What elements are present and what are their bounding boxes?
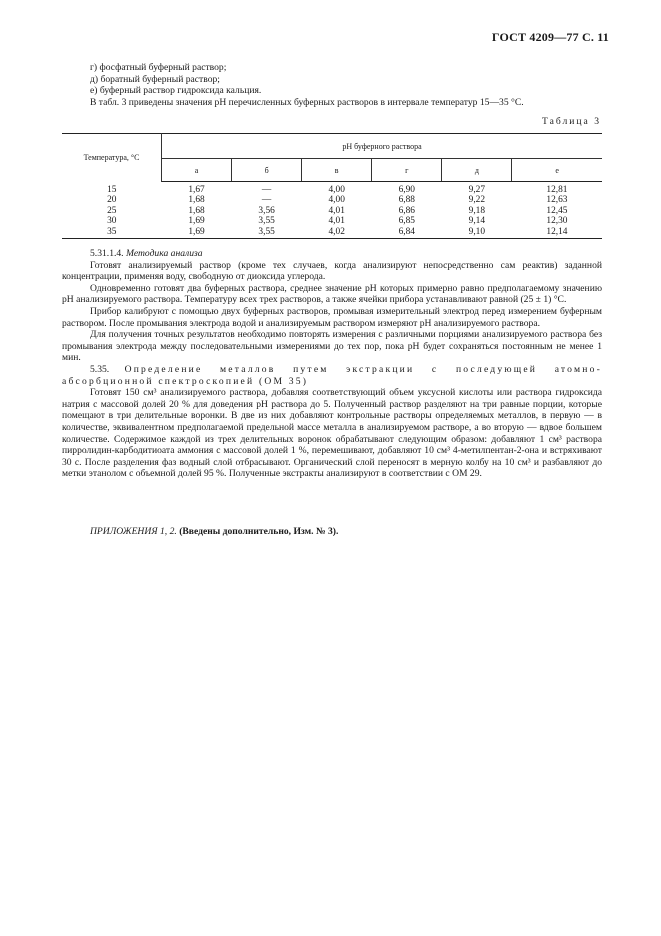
table-cell: 9,22 — [468, 195, 486, 206]
table-cell: 6,85 — [398, 216, 415, 227]
column-header: е — [512, 159, 602, 182]
appendix-label: ПРИЛОЖЕНИЯ 1, 2. — [90, 526, 180, 537]
table-cell: 12,63 — [546, 195, 568, 206]
table-cell: 4,01 — [328, 216, 345, 227]
paragraph: Для получения точных результатов необходимо повторять измерения с различными порциями анализируемого раствора без промывания электрода между последовательными измерениями до тех пор, пока рН будет сохраняться постоянным не менее 1 мин. — [62, 329, 602, 364]
table-row — [62, 227, 602, 239]
table-row — [62, 216, 602, 226]
table-cell: 3,56 — [258, 205, 275, 216]
section-title: Определение металлов путем экстракции с последующей атомно-абсорбционной спектроскопией (ОМ 35) — [62, 363, 602, 387]
table-cell: 1,69 — [188, 216, 205, 227]
table-cell: 3,55 — [232, 227, 302, 239]
column-header: в — [302, 159, 372, 182]
table-row — [62, 182, 602, 196]
list-item: г) фосфатный буферный раствор; — [90, 62, 227, 73]
table-cell: 12,45 — [546, 205, 568, 216]
ph-table — [62, 133, 602, 239]
table-row — [62, 206, 602, 216]
table-cell: 4,00 — [328, 185, 345, 195]
buffer-list — [62, 62, 602, 108]
amendment-note: (Введены дополнительно, Изм. № 3). — [179, 526, 339, 537]
table-cell: 12,30 — [546, 216, 568, 227]
table-cell: 6,86 — [398, 205, 415, 216]
column-header: а — [162, 159, 232, 182]
section-heading — [62, 248, 602, 260]
table-cell: 25 — [107, 205, 117, 216]
table-cell: 12,14 — [512, 227, 602, 239]
table-cell: 9,18 — [468, 205, 486, 216]
paragraph: Готовят анализируемый раствор (кроме тех случаев, когда анализируют непосредственно сам реактив) заданной концентрации, применяя воду, свободную от диоксида углерода. — [62, 259, 602, 283]
table-cell: — — [261, 195, 272, 206]
table-cell: 3,55 — [258, 216, 275, 227]
table-cell: 9,14 — [468, 216, 486, 227]
list-item: е) буферный раствор гидроксида кальция. — [90, 85, 262, 97]
section-number: 5.35. — [90, 363, 110, 375]
table-cell: 4,01 — [328, 205, 345, 216]
intro-paragraph: В табл. 3 приведены значения рН перечисленных буферных растворов в интервале температур 15—35 °С. — [90, 96, 524, 108]
temperature-header: Температура, °С — [62, 134, 162, 182]
table-cell: 1,69 — [162, 227, 232, 239]
paragraph: Одновременно готовят два буферных раствора, среднее значение рН которых примерно равно предполагаемому значению рН анализируемого раствора. Температуру всех трех растворов, а также ячейки прибора устанавливают равной (25 ± 1) °С. — [62, 282, 602, 306]
column-header: г — [372, 159, 442, 182]
table-cell: 6,84 — [372, 227, 442, 239]
appendix-note — [90, 526, 338, 537]
table-cell: 1,68 — [188, 195, 205, 206]
table-cell: 4,02 — [302, 227, 372, 239]
table-cell: 9,27 — [468, 185, 486, 195]
paragraph: Готовят 150 см³ анализируемого раствора, добавляя соответствующий объем уксусной кислоты или раствора гидроксида натрия с массовой долей 20 % для доведения рН раствора до 5. Полученный раствор разделяют на три равные порции, которые помещают в три делительные воронки. В две из них добавляют контрольные растворы определяемых металлов, в первую — в количестве, эквивалентном предполагаемой предельной массе металла в анализируемом растворе, а во вторую — вдвое большем количестве. Содержимое каждой из трех делительных воронок обрабатывают следующим образом: добавляют 1 см³ раствора пирролидин-карбодитиоата аммония с массовой долей 1 %, перемешивают, добавляют 10 см³ 4-метилпентан-2-она и встряхивают 30 с. После разделения фаз водный слой отбрасывают. Органический слой переносят в мерную колбу на 10 см³ и разбавляют до метки этанолом с объемной долей 95 %. Полученные экстракты анализируют в соответствии с ОМ 29. — [62, 387, 602, 480]
table-cell: 20 — [107, 195, 117, 206]
section-heading — [62, 364, 602, 387]
table-cell: 15 — [107, 184, 117, 195]
paragraph: Прибор калибруют с помощью двух буферных растворов, промывая измерительный электрод перед измерением буферным раствором. После промывания электрода водой и анализируемым раствором измеряют рН анализируемого раствора. — [62, 305, 602, 329]
table-cell: 35 — [62, 227, 162, 239]
ph-group-header: рН буферного раствора — [162, 134, 603, 159]
table-cell: 4,00 — [328, 195, 345, 206]
list-item: д) боратный буферный раствор; — [90, 73, 220, 85]
table-cell: 1,67 — [188, 185, 205, 195]
section-title: Методика анализа — [125, 248, 203, 259]
column-header: д — [442, 159, 512, 182]
table-cell: 30 — [107, 216, 117, 227]
table-title: Таблица 3 — [541, 116, 601, 127]
table-cell: 1,68 — [188, 205, 205, 216]
table-cell: 6,90 — [398, 185, 415, 195]
page-header: ГОСТ 4209—77 С. 11 — [491, 30, 609, 44]
table-cell: 6,88 — [398, 195, 415, 206]
section-number: 5.31.1.4. — [90, 248, 124, 259]
column-header: б — [232, 159, 302, 182]
table-cell: 12,81 — [546, 185, 568, 195]
section-5-31-1-4 — [62, 248, 602, 480]
table-cell: 9,10 — [442, 227, 512, 239]
table-cell: — — [261, 185, 272, 195]
table-row — [62, 195, 602, 205]
